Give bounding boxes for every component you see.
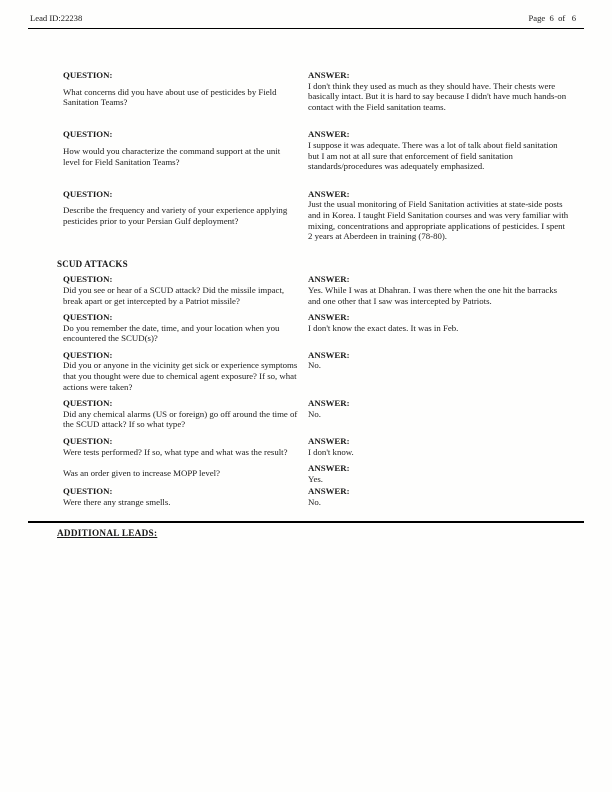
qa-row	[63, 486, 570, 507]
qa-row	[63, 463, 570, 484]
answer-text: Yes. While I was at Dhahran. I was there when the one hit the barracks and one other that I saw was intercepted by Patriots.	[308, 284, 558, 306]
question-label: QUESTION:	[63, 188, 113, 199]
answer-text: I suppose it was adequate. There was a lot of talk about field sanitation but I am not at all sure that enforcement of field sanitation standards/procedures was adequately emphasized.	[308, 139, 558, 172]
question-label: QUESTION:	[63, 274, 113, 285]
qa-row	[63, 312, 570, 344]
qa-row	[63, 274, 570, 306]
section-title-scud-attacks: SCUD ATTACKS	[57, 258, 128, 269]
answer-label: ANSWER:	[308, 312, 350, 323]
answer-text: No.	[308, 408, 321, 419]
answer-text: I don't know.	[308, 446, 354, 457]
answer-label: ANSWER:	[308, 349, 350, 360]
qa-row	[63, 189, 570, 242]
answer-text: Yes.	[308, 473, 323, 484]
qa-row	[63, 70, 570, 112]
additional-leads-title: ADDITIONAL LEADS:	[57, 527, 158, 538]
question-text: Do you remember the date, time, and your location when you encountered the SCUD(s)?	[63, 322, 280, 344]
answer-label: ANSWER:	[308, 436, 350, 447]
qa-row	[63, 129, 570, 171]
question-text: Was an order given to increase MOPP level?	[63, 468, 221, 479]
answer-text: I don't know the exact dates. It was in Feb.	[308, 322, 459, 333]
answer-label: ANSWER:	[308, 398, 350, 409]
answer-text: Just the usual monitoring of Field Sanitation activities at state-side posts and in Korea. I taught Field Sanitation courses and was very familiar with mixing, concentrations and appropriate applications of pesticides. I spent 2 years at Aberdeen in training (78-80).	[308, 199, 569, 242]
question-label: QUESTION:	[63, 486, 113, 497]
answer-text: No.	[308, 360, 321, 371]
answer-label: ANSWER:	[308, 129, 350, 140]
answer-label: ANSWER:	[308, 486, 350, 497]
question-label: QUESTION:	[63, 70, 113, 80]
question-text: Were tests performed? If so, what type and what was the result?	[63, 446, 288, 457]
qa-row	[63, 350, 570, 392]
question-label: QUESTION:	[63, 312, 113, 323]
answer-label: ANSWER:	[308, 188, 350, 199]
question-text: Did any chemical alarms (US or foreign) go off around the time of the SCUD attack? If so what type?	[63, 408, 298, 430]
page-header	[0, 0, 612, 23]
answer-text: No.	[308, 497, 321, 507]
qa-row	[63, 398, 570, 430]
question-label: QUESTION:	[63, 436, 113, 447]
question-text: What concerns did you have about use of pesticides by Field Sanitation Teams?	[63, 86, 277, 108]
qa-content	[0, 29, 612, 508]
question-label: QUESTION:	[63, 398, 113, 409]
question-label: QUESTION:	[63, 129, 113, 140]
lead-id: Lead ID:22238	[30, 13, 83, 23]
qa-row	[63, 436, 570, 457]
question-text: How would you characterize the command support at the unit level for Field Sanitation Teams?	[63, 145, 281, 167]
answer-label: ANSWER:	[308, 274, 350, 285]
question-text: Were there any strange smells.	[63, 497, 171, 507]
question-label: QUESTION:	[63, 349, 113, 360]
page-number: Page 6 of 6	[528, 13, 576, 23]
question-text: Did you or anyone in the vicinity get sick or experience symptoms that you thought were due to chemical agent exposure? If so, what actions were taken?	[63, 360, 298, 392]
question-text: Did you see or hear of a SCUD attack? Did the missile impact, break apart or get intercepted by a Patriot missile?	[63, 284, 285, 306]
answer-text: I don't think they used as much as they should have. Their chests were basically intact. But it is hard to say because I didn't have much hands-on contact with the Field sanitation teams.	[308, 80, 567, 112]
answer-label: ANSWER:	[308, 463, 350, 474]
additional-leads-divider	[28, 521, 584, 523]
answer-label: ANSWER:	[308, 70, 350, 80]
question-text: Describe the frequency and variety of your experience applying pesticides prior to your Persian Gulf deployment?	[63, 205, 288, 226]
